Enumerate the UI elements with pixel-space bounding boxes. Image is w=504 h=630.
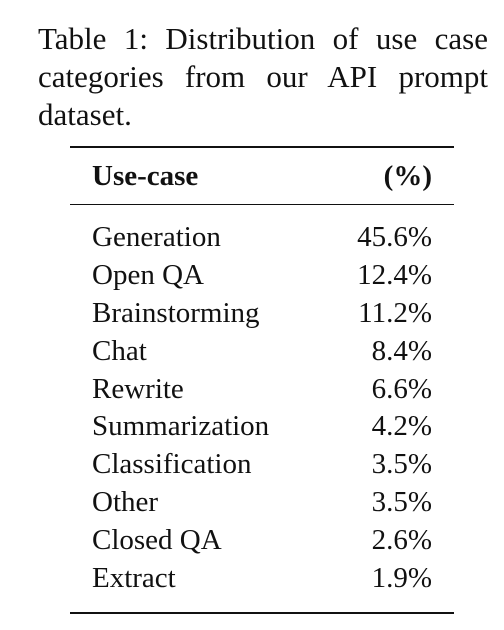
row-value: 2.6% (371, 524, 432, 557)
table-row (70, 522, 454, 560)
table-header-row (70, 148, 454, 204)
row-label: Extract (92, 562, 176, 595)
row-label: Chat (92, 334, 147, 367)
table-body (70, 205, 454, 612)
table-row (70, 333, 454, 371)
row-value: 4.2% (371, 410, 432, 443)
table-row (70, 446, 454, 484)
header-percent: (%) (383, 160, 432, 192)
row-label: Classification (92, 448, 252, 481)
row-value: 3.5% (371, 486, 432, 519)
row-value: 1.9% (371, 562, 432, 595)
row-value: 45.6% (357, 221, 432, 253)
table-row (70, 295, 454, 333)
use-case-table (70, 146, 454, 614)
row-label: Other (92, 486, 159, 519)
row-label: Summarization (92, 410, 270, 443)
table-caption: Table 1: Distribution of use case categories from our API prompt dataset. (38, 21, 488, 132)
header-use-case: Use-case (92, 160, 199, 192)
row-value: 8.4% (371, 334, 432, 367)
table-row (70, 484, 454, 522)
row-label: Closed QA (92, 524, 222, 557)
row-value: 3.5% (371, 448, 432, 481)
row-value: 12.4% (357, 258, 432, 291)
table-row (70, 408, 454, 446)
row-label: Brainstorming (92, 296, 260, 329)
row-value: 11.2% (358, 296, 432, 329)
table-row (70, 560, 454, 598)
table-bottom-rule (70, 612, 454, 614)
row-value: 6.6% (371, 372, 432, 405)
table-row (70, 219, 454, 257)
table-row (70, 257, 454, 295)
row-label: Rewrite (92, 372, 184, 405)
row-label: Open QA (92, 258, 204, 291)
row-label: Generation (92, 221, 221, 253)
table-row (70, 371, 454, 409)
